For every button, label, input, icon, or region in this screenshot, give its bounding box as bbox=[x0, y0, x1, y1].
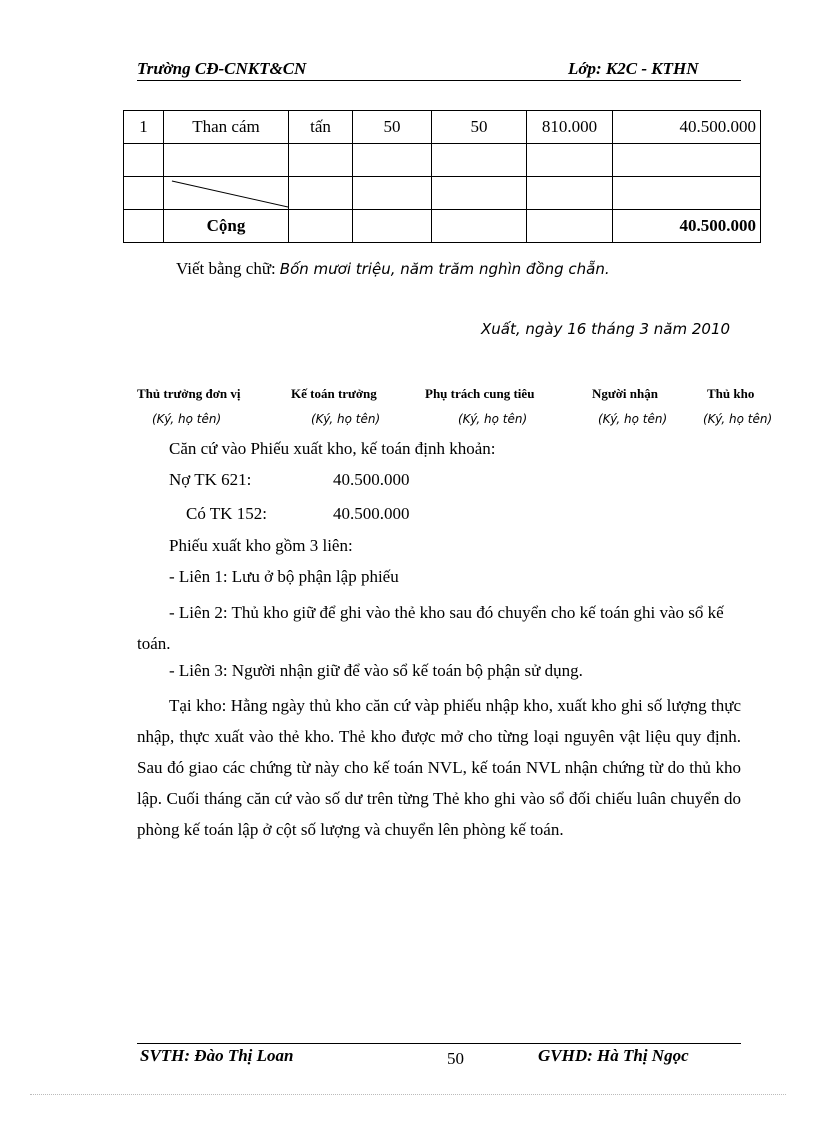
cell-stt bbox=[124, 177, 164, 210]
cell-amount bbox=[613, 177, 761, 210]
signature-title: Kế toán trưởng bbox=[291, 386, 377, 401]
table-total-row bbox=[124, 210, 761, 243]
signature-title: Thủ kho bbox=[707, 386, 755, 401]
copies-intro: Phiếu xuất kho gồm 3 liên: bbox=[169, 536, 353, 555]
signature-note: (Ký, họ tên) bbox=[152, 412, 222, 426]
cell-name-crossed bbox=[164, 177, 289, 210]
signature-note: (Ký, họ tên) bbox=[703, 412, 773, 426]
cell-price bbox=[527, 144, 613, 177]
cell-name bbox=[164, 144, 289, 177]
cell-unit bbox=[289, 177, 353, 210]
debit-account-label: Nợ TK 621: bbox=[169, 470, 252, 489]
issue-voucher-table bbox=[123, 110, 761, 243]
header-school: Trường CĐ-CNKT&CN bbox=[137, 59, 307, 78]
page-edge-divider bbox=[30, 1094, 786, 1095]
accounting-entry-intro: Căn cứ vào Phiếu xuất kho, kế toán định khoản: bbox=[169, 439, 496, 458]
warehouse-paragraph: Tại kho: Hằng ngày thủ kho căn cứ vàp phiếu nhập kho, xuất kho ghi số lượng thực nhập, thực xuất vào thẻ kho. Thẻ kho được mở cho từng loại nguyên vật liệu quy định. Sau đó giao các chứng từ này cho kế toán NVL, kế toán NVL nhận chứng từ do thủ kho lập. Cuối tháng căn cứ vào số dư trên từng Thẻ kho ghi vào sổ đối chiếu luân chuyển do phòng kế toán lập ở cột số lượng và chuyển lên phòng kế toán. bbox=[137, 696, 741, 839]
cell-unit bbox=[289, 144, 353, 177]
cell-qty-actual: 50 bbox=[432, 111, 527, 144]
signature-title: Người nhận bbox=[592, 386, 658, 401]
cell-price: 810.000 bbox=[527, 111, 613, 144]
total-label: Cộng bbox=[164, 210, 289, 243]
amount-in-words-value: Bốn mươi triệu, năm trăm nghìn đồng chẵn. bbox=[279, 260, 610, 278]
amount-in-words bbox=[176, 259, 610, 279]
issue-date: Xuất, ngày 16 tháng 3 năm 2010 bbox=[481, 320, 731, 338]
table-row bbox=[124, 144, 761, 177]
footer-rule bbox=[137, 1043, 741, 1044]
table-row bbox=[124, 111, 761, 144]
cell-amount bbox=[613, 144, 761, 177]
cell-unit: tấn bbox=[289, 111, 353, 144]
footer-supervisor: GVHD: Hà Thị Ngọc bbox=[538, 1046, 689, 1065]
cell-qty-requested: 50 bbox=[353, 111, 432, 144]
cell-qty-requested bbox=[353, 177, 432, 210]
signature-note: (Ký, họ tên) bbox=[311, 412, 381, 426]
signature-title: Thủ trưởng đơn vị bbox=[137, 386, 241, 401]
amount-in-words-label: Viết bằng chữ: bbox=[176, 259, 276, 278]
page-number: 50 bbox=[447, 1049, 464, 1068]
cell-price bbox=[527, 177, 613, 210]
signature-title: Phụ trách cung tiêu bbox=[425, 386, 535, 401]
signature-note: (Ký, họ tên) bbox=[598, 412, 668, 426]
copy-3: - Liên 3: Người nhận giữ để vào sổ kế toán bộ phận sử dụng. bbox=[169, 661, 583, 680]
copy-2: - Liên 2: Thủ kho giữ để ghi vào thẻ kho sau đó chuyển cho kế toán ghi vào sổ kế toán. bbox=[137, 603, 724, 653]
cell-amount: 40.500.000 bbox=[613, 111, 761, 144]
cell-stt: 1 bbox=[124, 111, 164, 144]
debit-account-value: 40.500.000 bbox=[333, 470, 410, 489]
cell-qty-actual bbox=[432, 177, 527, 210]
total-amount: 40.500.000 bbox=[613, 210, 761, 243]
cell-qty-requested bbox=[353, 144, 432, 177]
cell-stt bbox=[124, 144, 164, 177]
diagonal-strike-line bbox=[164, 177, 288, 209]
cell-name: Than cám bbox=[164, 111, 289, 144]
header-rule bbox=[137, 80, 741, 81]
credit-account-value: 40.500.000 bbox=[333, 504, 410, 523]
header-class: Lớp: K2C - KTHN bbox=[568, 59, 699, 78]
signature-note: (Ký, họ tên) bbox=[458, 412, 528, 426]
footer-student: SVTH: Đào Thị Loan bbox=[140, 1046, 294, 1065]
table-row bbox=[124, 177, 761, 210]
cell-qty-actual bbox=[432, 144, 527, 177]
credit-account-label: Có TK 152: bbox=[186, 504, 267, 523]
copy-1: - Liên 1: Lưu ở bộ phận lập phiếu bbox=[169, 567, 399, 586]
